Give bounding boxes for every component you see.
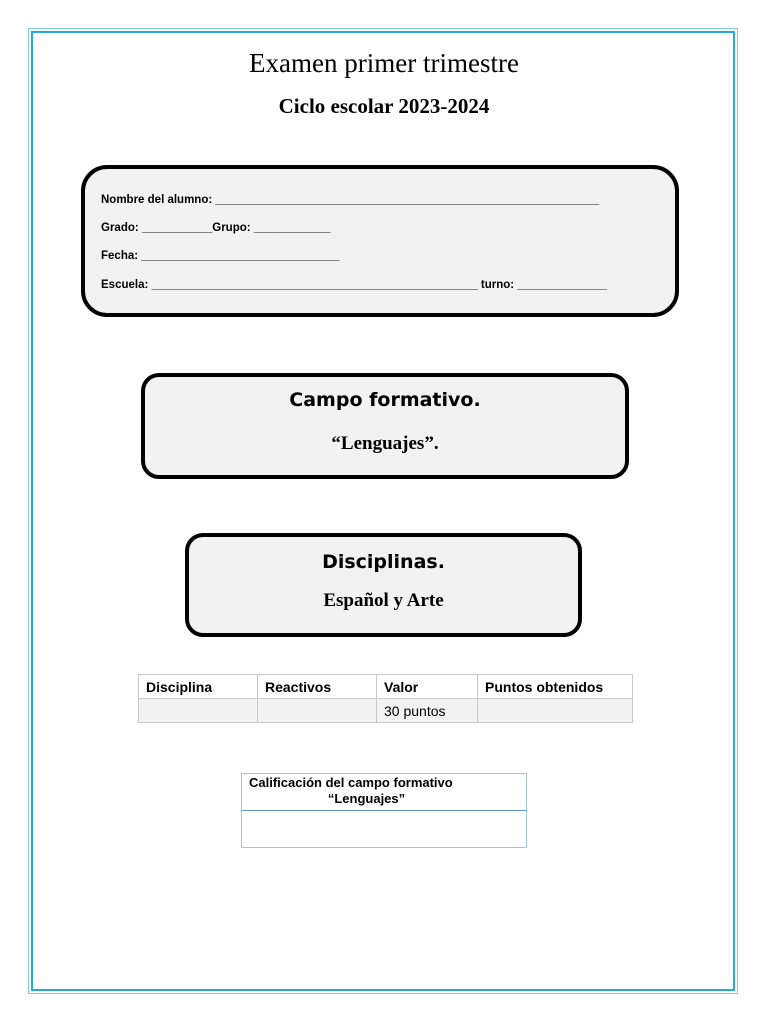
- disciplinas-heading: Disciplinas.: [322, 551, 445, 573]
- campo-formativo-box: [141, 373, 629, 479]
- grade-group-field[interactable]: Grado: ___________Grupo: ____________: [101, 222, 331, 234]
- final-grade-header: [242, 774, 526, 811]
- student-info-box: [81, 165, 679, 317]
- column-header-valor: Valor: [377, 675, 478, 699]
- table-header-row: [139, 675, 633, 699]
- column-header-reactivos: Reactivos: [258, 675, 377, 699]
- cell-valor: 30 puntos: [377, 699, 478, 723]
- cell-disciplina[interactable]: [139, 699, 258, 723]
- column-header-disciplina: Disciplina: [139, 675, 258, 699]
- final-grade-field-name: “Lenguajes”: [327, 791, 406, 806]
- score-summary-table: [138, 674, 633, 723]
- cell-puntos[interactable]: [478, 699, 633, 723]
- school-year-subtitle: Ciclo escolar 2023-2024: [278, 94, 490, 118]
- exam-title: Examen primer trimestre: [249, 48, 519, 78]
- school-shift-field[interactable]: Escuela: ___________________________________________________ turno: ______________: [101, 279, 607, 291]
- disciplinas-box: [185, 533, 582, 637]
- cell-reactivos[interactable]: [258, 699, 377, 723]
- table-row: [139, 699, 633, 723]
- disciplinas-name: Español y Arte: [323, 590, 444, 611]
- campo-formativo-heading: Campo formativo.: [289, 389, 481, 411]
- final-grade-value[interactable]: [242, 811, 526, 847]
- final-grade-box: [241, 773, 527, 848]
- date-field[interactable]: Fecha: _______________________________: [101, 250, 340, 262]
- student-name-field[interactable]: Nombre del alumno: ____________________________________________________________: [101, 194, 600, 206]
- column-header-puntos: Puntos obtenidos: [478, 675, 633, 699]
- final-grade-label: Calificación del campo formativo: [249, 775, 453, 790]
- campo-formativo-name: “Lenguajes”.: [331, 433, 439, 454]
